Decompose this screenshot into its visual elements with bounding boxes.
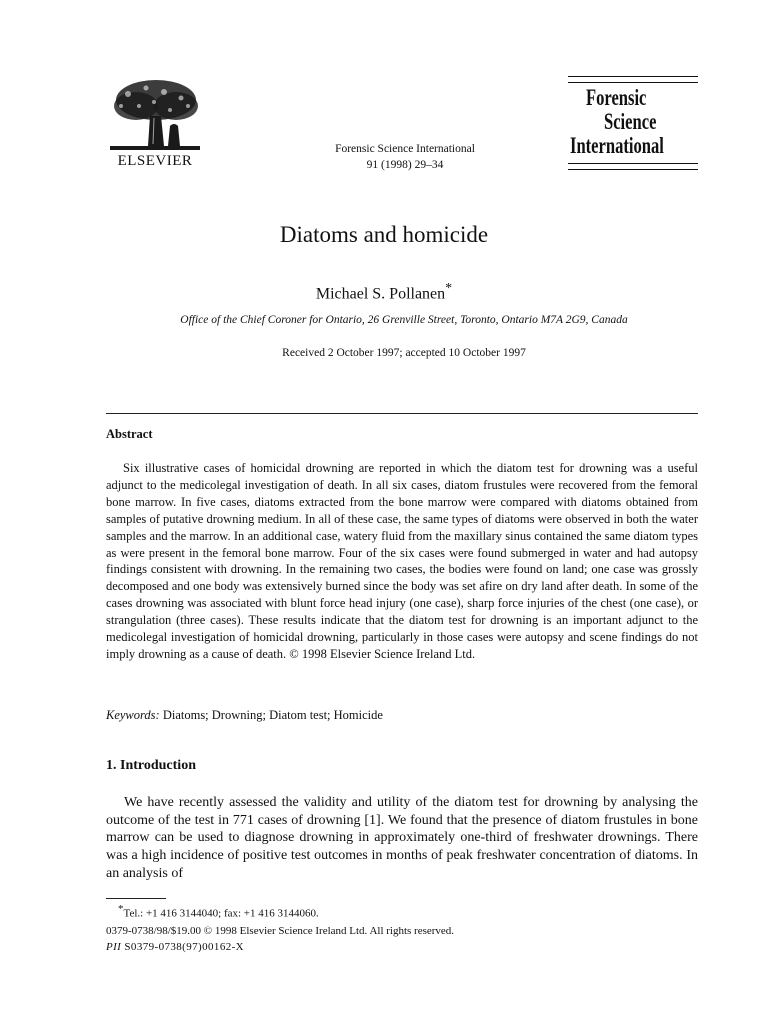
abstract-body: Six illustrative cases of homicidal drowning are reported in which the diatom test for drowning was a useful adjunct to the medicolegal investigation of death. In all six cases, diatom frustules were recovered from the femoral bone marrow. In five cases, diatoms extracted from the bone marrow were compared with diatoms obtained from samples of putative drowning medium. In all of these case, the same types of diatoms were observed in both the water samples and the marrow. In an additional case, watery fluid from the maxillary sinus contained the same diatom types as were present in the femoral bone marrow. Four of the six cases were found submerged in water and had autopsy findings consistent with drowning. In the remaining two cases, the bodies were found on land; one case was grossly decomposed and one body was extensively burned since the body was set afire on dry land after death. In some of the cases drowning was associated with blunt force head injury (one case), sharp force injuries of the chest (one case), or strangulation (three cases). These results indicate that the diatom test for drowning is an important adjunct to the medicolegal investigation of homicidal drowning, particularly in those cases were autopsy and scene findings do not imply drowning as a cause of death. © 1998 Elsevier Science Ireland Ltd. <box>106 461 698 661</box>
introduction-body: We have recently assessed the validity and utility of the diatom test for drowning by analysing the outcome of the test in 771 cases of drowning [1]. We found that the presence of diatom frustules in bone marrow can be used to diagnose drowning in approximately one-third of freshwater drownings. There was a high incidence of positive test outcomes in months of peak freshwater concentration of diatoms. In an analysis of <box>106 795 698 881</box>
journal-citation <box>260 141 550 173</box>
footnote-rule <box>106 898 166 899</box>
keywords-label: Keywords: <box>106 708 160 722</box>
author-footnote-mark: * <box>445 281 453 296</box>
article-title: Diatoms and homicide <box>279 222 489 247</box>
journal-logo <box>568 76 698 170</box>
tree-icon <box>106 76 204 154</box>
footnote-text: Tel.: +1 416 3144040; fax: +1 416 3144060. <box>123 907 319 920</box>
journal-name: Forensic Science International <box>335 143 475 155</box>
introduction-heading: 1. Introduction <box>106 758 196 773</box>
keywords-list: Diatoms; Drowning; Diatom test; Homicide <box>162 708 383 722</box>
pii-value: S0379-0738(97)00162-X <box>124 941 245 953</box>
journal-logo-line-2: Science <box>604 109 657 134</box>
issn-copyright-line: 0379-0738/98/$19.00 © 1998 Elsevier Science Ireland Ltd. All rights reserved. <box>106 925 455 937</box>
received-dates: Received 2 October 1997; accepted 10 October 1997 <box>282 347 526 359</box>
footnote-mark: * <box>118 903 124 915</box>
journal-logo-line-3: International <box>570 133 664 158</box>
keywords-line <box>106 708 698 723</box>
author-line <box>0 281 768 303</box>
section-divider <box>106 413 698 414</box>
author-affiliation: Office of the Chief Coroner for Ontario, 26 Grenville Street, Toronto, Ontario M7A 2G9, Canada <box>180 314 628 326</box>
journal-logo-top-rule <box>568 76 698 83</box>
publisher-name: ELSEVIER <box>117 153 193 169</box>
footnote <box>118 903 319 920</box>
author-name: Michael S. Pollanen <box>315 285 446 303</box>
journal-logo-bottom-rule <box>568 163 698 170</box>
journal-logo-line-1: Forensic <box>586 85 647 110</box>
pii-line <box>106 941 244 953</box>
journal-issue: 91 (1998) 29–34 <box>366 159 444 171</box>
abstract-heading: Abstract <box>106 427 153 441</box>
pii-label: PII <box>106 941 122 953</box>
